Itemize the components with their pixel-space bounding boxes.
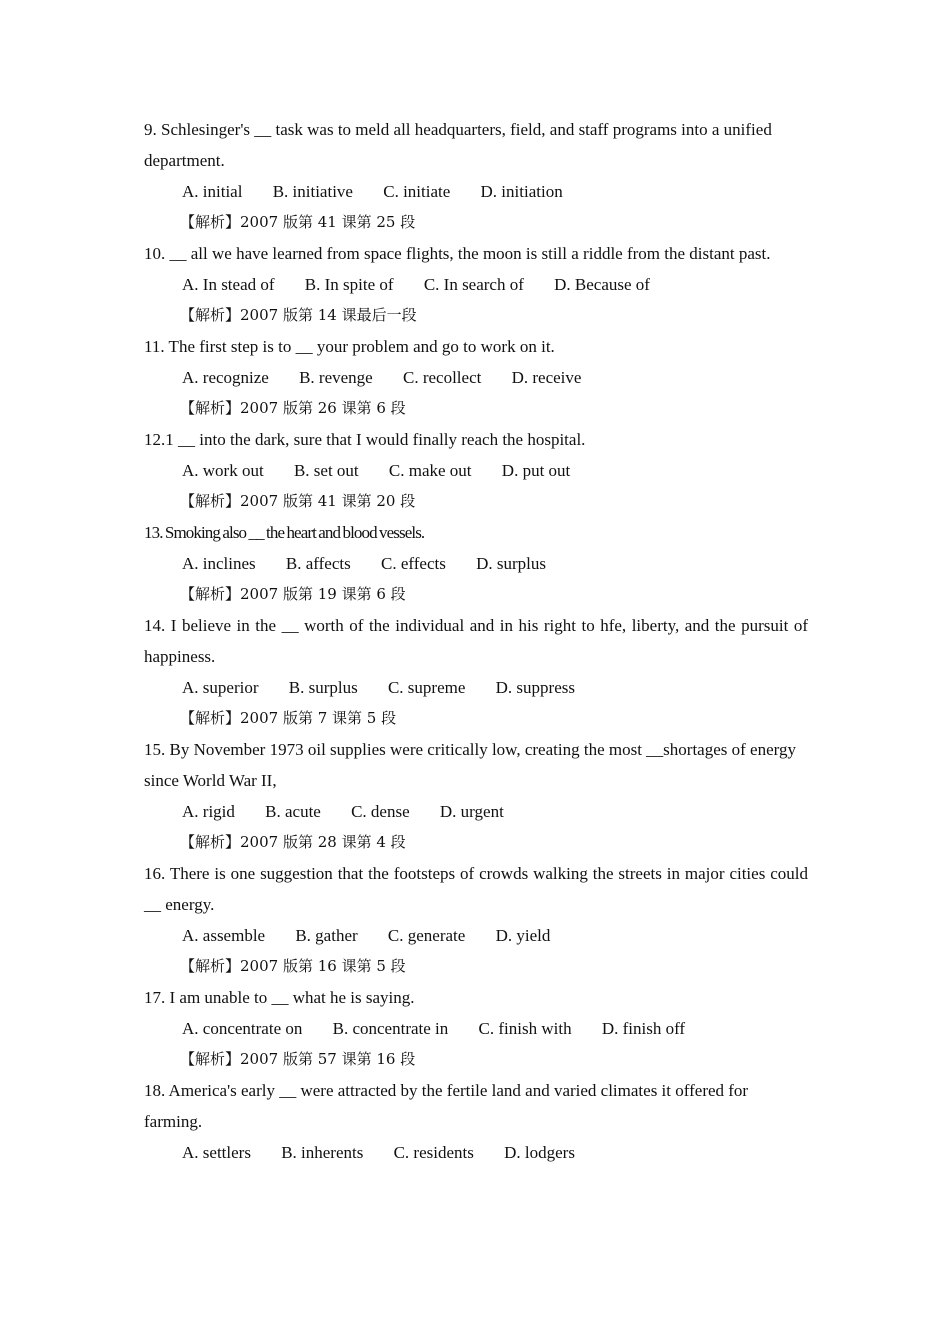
option-c: C. make out: [388, 461, 472, 480]
option-c: C. In search of: [423, 275, 524, 294]
question-11: [144, 331, 808, 424]
option-c: C. dense: [351, 802, 410, 821]
option-row: [144, 1013, 808, 1044]
option-a: A. In stead of: [182, 275, 275, 294]
option-d: D. yield: [495, 926, 551, 945]
option-c: C. finish with: [478, 1019, 572, 1038]
answer-note: 【解析】2007 版第 26 课第 6 段: [180, 399, 406, 417]
option-c: C. generate: [387, 926, 466, 945]
option-b: B. set out: [293, 461, 359, 480]
option-row: [144, 672, 808, 703]
question-14: [144, 610, 808, 734]
option-a: A. initial: [182, 182, 243, 201]
question-stem: 13. Smoking also __ the heart and blood vessels.: [144, 523, 425, 542]
option-row: [144, 362, 808, 393]
option-a: A. recognize: [182, 368, 269, 387]
question-stem: 15. By November 1973 oil supplies were critically low, creating the most __shortages of energy since World War II,: [144, 740, 796, 790]
option-row: [144, 796, 808, 827]
question-stem: 17. I am unable to __ what he is saying.: [144, 988, 415, 1007]
question-16: [144, 858, 808, 982]
document-page: [144, 114, 808, 1168]
option-a: A. assemble: [182, 926, 266, 945]
option-d: D. lodgers: [504, 1143, 575, 1162]
option-a: A. work out: [182, 461, 264, 480]
question-stem: 12.1 __ into the dark, sure that I would finally reach the hospital.: [144, 430, 586, 449]
option-c: C. residents: [393, 1143, 474, 1162]
option-row: [144, 176, 808, 207]
option-b: B. surplus: [288, 678, 358, 697]
answer-note: 【解析】2007 版第 16 课第 5 段: [180, 957, 406, 975]
option-a: A. settlers: [182, 1143, 251, 1162]
question-stem: 10. __ all we have learned from space flights, the moon is still a riddle from the distant past.: [144, 244, 771, 263]
option-b: B. revenge: [299, 368, 373, 387]
option-d: D. receive: [511, 368, 582, 387]
option-d: D. Because of: [554, 275, 650, 294]
option-d: D. suppress: [495, 678, 575, 697]
option-d: D. finish off: [601, 1019, 686, 1038]
option-c: C. initiate: [383, 182, 451, 201]
option-b: B. gather: [295, 926, 358, 945]
question-stem: 18. America's early __ were attracted by the fertile land and varied climates it offered for farming.: [144, 1081, 749, 1131]
option-a: A. rigid: [182, 802, 235, 821]
question-17: [144, 982, 808, 1075]
answer-note: 【解析】2007 版第 7 课第 5 段: [180, 709, 397, 727]
option-d: D. surplus: [476, 554, 546, 573]
question-18: [144, 1075, 808, 1168]
option-d: D. put out: [501, 461, 571, 480]
option-row: [144, 548, 808, 579]
option-a: A. concentrate on: [182, 1019, 303, 1038]
option-d: D. urgent: [439, 802, 504, 821]
question-stem: 11. The first step is to __ your problem and go to work on it.: [144, 337, 555, 356]
answer-note: 【解析】2007 版第 57 课第 16 段: [180, 1050, 416, 1068]
answer-note: 【解析】2007 版第 14 课最后一段: [180, 306, 417, 324]
question-stem: 16. There is one suggestion that the footsteps of crowds walking the streets in major cities could __ energy.: [144, 864, 808, 914]
question-9: [144, 114, 808, 238]
option-b: B. concentrate in: [332, 1019, 449, 1038]
option-b: B. acute: [265, 802, 321, 821]
question-12: [144, 424, 808, 517]
answer-note: 【解析】2007 版第 41 课第 20 段: [180, 492, 416, 510]
question-13: [144, 517, 808, 610]
option-row: [144, 269, 808, 300]
question-stem: 9. Schlesinger's __ task was to meld all headquarters, field, and staff programs into a unified department.: [144, 120, 772, 170]
option-a: A. superior: [182, 678, 259, 697]
option-row: [144, 1137, 808, 1168]
option-c: C. effects: [381, 554, 446, 573]
option-b: B. In spite of: [304, 275, 394, 294]
option-row: [144, 920, 808, 951]
answer-note: 【解析】2007 版第 19 课第 6 段: [180, 585, 406, 603]
option-c: C. recollect: [402, 368, 482, 387]
question-stem: 14. I believe in the __ worth of the individual and in his right to hfe, liberty, and the pursuit of happiness.: [144, 616, 808, 666]
option-d: D. initiation: [480, 182, 563, 201]
option-row: [144, 455, 808, 486]
option-c: C. supreme: [387, 678, 466, 697]
question-10: [144, 238, 808, 331]
option-b: B. inherents: [281, 1143, 364, 1162]
answer-note: 【解析】2007 版第 41 课第 25 段: [180, 213, 416, 231]
option-a: A. inclines: [182, 554, 256, 573]
answer-note: 【解析】2007 版第 28 课第 4 段: [180, 833, 406, 851]
option-b: B. initiative: [272, 182, 353, 201]
question-15: [144, 734, 808, 858]
option-b: B. affects: [285, 554, 351, 573]
